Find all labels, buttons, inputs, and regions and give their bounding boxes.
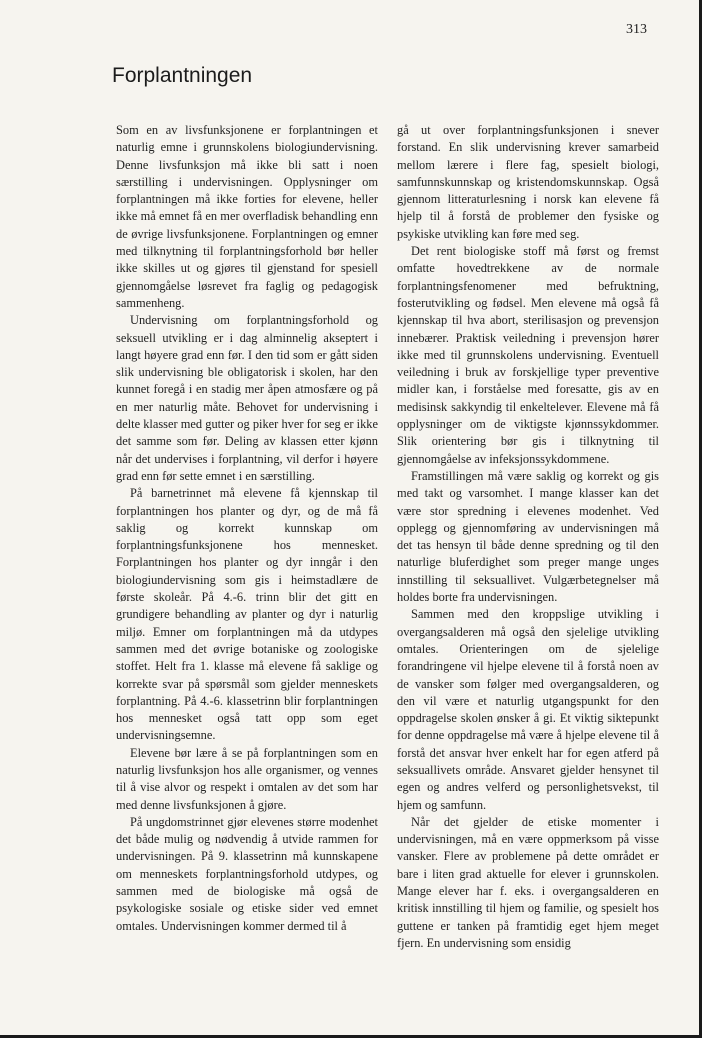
paragraph: Sammen med den kroppslige utvikling i overgangsalderen må også den sjelelige utvikling omtales. Orienteringen om de sjelelige forandringene vil hjelpe elevene til å forstå noen av de vansker som følger med overgangsalderen, og den vil være et naturlig utgangspunkt for den oppdragelse skolen ønsker å gi. Et viktig siktepunkt for denne oppdragelse må være å hjelpe elevene til å forstå det ansvar hver enkelt har for egen atferd på seksuallivets område. Ansvaret gjelder hensynet til egen og andres velferd og personlighetsvekst, til hjem og samfunn. <box>397 607 659 812</box>
paragraph: Som en av livsfunksjonene er forplantningen et naturlig emne i grunnskolens biologiundervisning. Denne livsfunksjon må ikke bli satt i noen særstilling i undervisningen. Opplysninger om forplantningen må ikke forties for elevene, heller ikke må emnet få en mer overfladisk behandling enn de øvrige livsfunksjonene. Forplantningen og emner med tilknytning til forplantningsforhold bør heller ikke skilles ut og gjøres til gjenstand for spesiell gjennomgåelse løsrevet fra faglig og pedagogisk sammenheng. <box>116 123 378 310</box>
paragraph: På ungdomstrinnet gjør elevenes større modenhet det både mulig og nødvendig å utvide rammen for undervisningen. På 9. klassetrinn må kunnskapene om menneskets forplantningsforhold utdypes, og sammen med de biologiske må også de psykologiske sosiale og etiske sider ved emnet omtales. Undervisningen kommer dermed til å <box>116 814 378 933</box>
chapter-title: Forplantningen <box>112 64 253 87</box>
paragraph: Når det gjelder de etiske momenter i undervisningen, må en være oppmerksom på visse vansker. Flere av problemene på dette området er bare i liten grad aktuelle for elever i grunnskolen. Mange elever har f. eks. i overgangsalderen en kritisk innstilling til hjem og familie, og spesielt hos guttene er tanken på framtidig eget hjem meget fjern. En undervisning som ensidig <box>397 814 659 950</box>
paragraph: Det rent biologiske stoff må først og fremst omfatte hovedtrekkene av de normale forplantningsfenomener med befruktning, fosterutvikling og fødsel. Men elevene må også få kjennskap til hva abort, sterilisasjon og prevensjon innebærer. Praktisk veiledning i prevensjon hører ikke med til grunnskolens undervisning. Eventuell veiledning i bruk av forskjellige typer preventive midler kan, i forståelse med foresatte, gis av en medisinsk sakkyndig til enkeltelever. Elevene må få opplysninger om de viktigste kjønnssykdommer. Slik orientering bør gis i tilknytning til gjennomgåelse av infeksjonssykdommene. <box>397 244 659 466</box>
paragraph: Undervisning om forplantningsforhold og seksuell utvikling er i dag alminnelig akseptert i langt høyere grad enn før. I den tid som er gått siden slik undervisning ble obligatorisk i skolen, har den kunnet foregå i en stadig mer åpen atmosfære og på en mer naturlig måte. Behovet for undervisning i delte klasser med gutter og piker hver for seg er ikke det samme som før. Deling av klassen etter kjønn når det undervises i forplantning, vil derfor i høyere grad enn før sette emnet i en særstilling. <box>116 313 378 483</box>
text-column-left <box>116 122 378 935</box>
paragraph: Elevene bør lære å se på forplantningen som en naturlig livsfunksjon hos alle organismer, og vennes til å vise alvor og respekt i omtalen av det som har med denne livsfunksjonen å gjøre. <box>116 745 378 812</box>
paragraph: Framstillingen må være saklig og korrekt og gis med takt og varsomhet. I mange klasser kan det være stor spredning i elevenes modenhet. Ved opplegg og gjennomføring av undervisningen må det tas hensyn til både denne spredning og til den naturlige bluferdighet som preger mange unges innstilling til seksuallivet. Vulgærbetegnelser må holdes borte fra undervisningen. <box>397 468 659 605</box>
paragraph: gå ut over forplantningsfunksjonen i snever forstand. En slik undervisning krever samarbeid mellom lærere i flere fag, spesielt biologi, samfunnskunnskap og kristendomskunnskap. Også gjennom litteraturlesning i norsk kan elevene få hjelp til å forstå de problemer den fysiske og psykiske utvikling kan føre med seg. <box>397 123 659 241</box>
text-column-right <box>397 122 659 952</box>
page-number: 313 <box>626 22 647 37</box>
paragraph: På barnetrinnet må elevene få kjennskap til forplantningen hos planter og dyr, og de må få saklig og korrekt kunnskap om forplantningsfunksjonene hos mennesket. Forplantningen hos planter og dyr inngår i den biologiundervisning som gis i heimstadlære de første skoleår. På 4.-6. trinn blir det gitt en grundigere behandling av planter og dyr i naturlig miljø. Emner om forplantningen må da utdypes sammen med det øvrige botaniske og zoologiske stoffet. Helt fra 1. klasse må elevene få saklige og korrekte svar på spørsmål som gjelder menneskets forplantning. På 4.-6. klassetrinn blir forplantningen hos mennesket også tatt opp som eget undervisningsemne. <box>116 486 378 743</box>
